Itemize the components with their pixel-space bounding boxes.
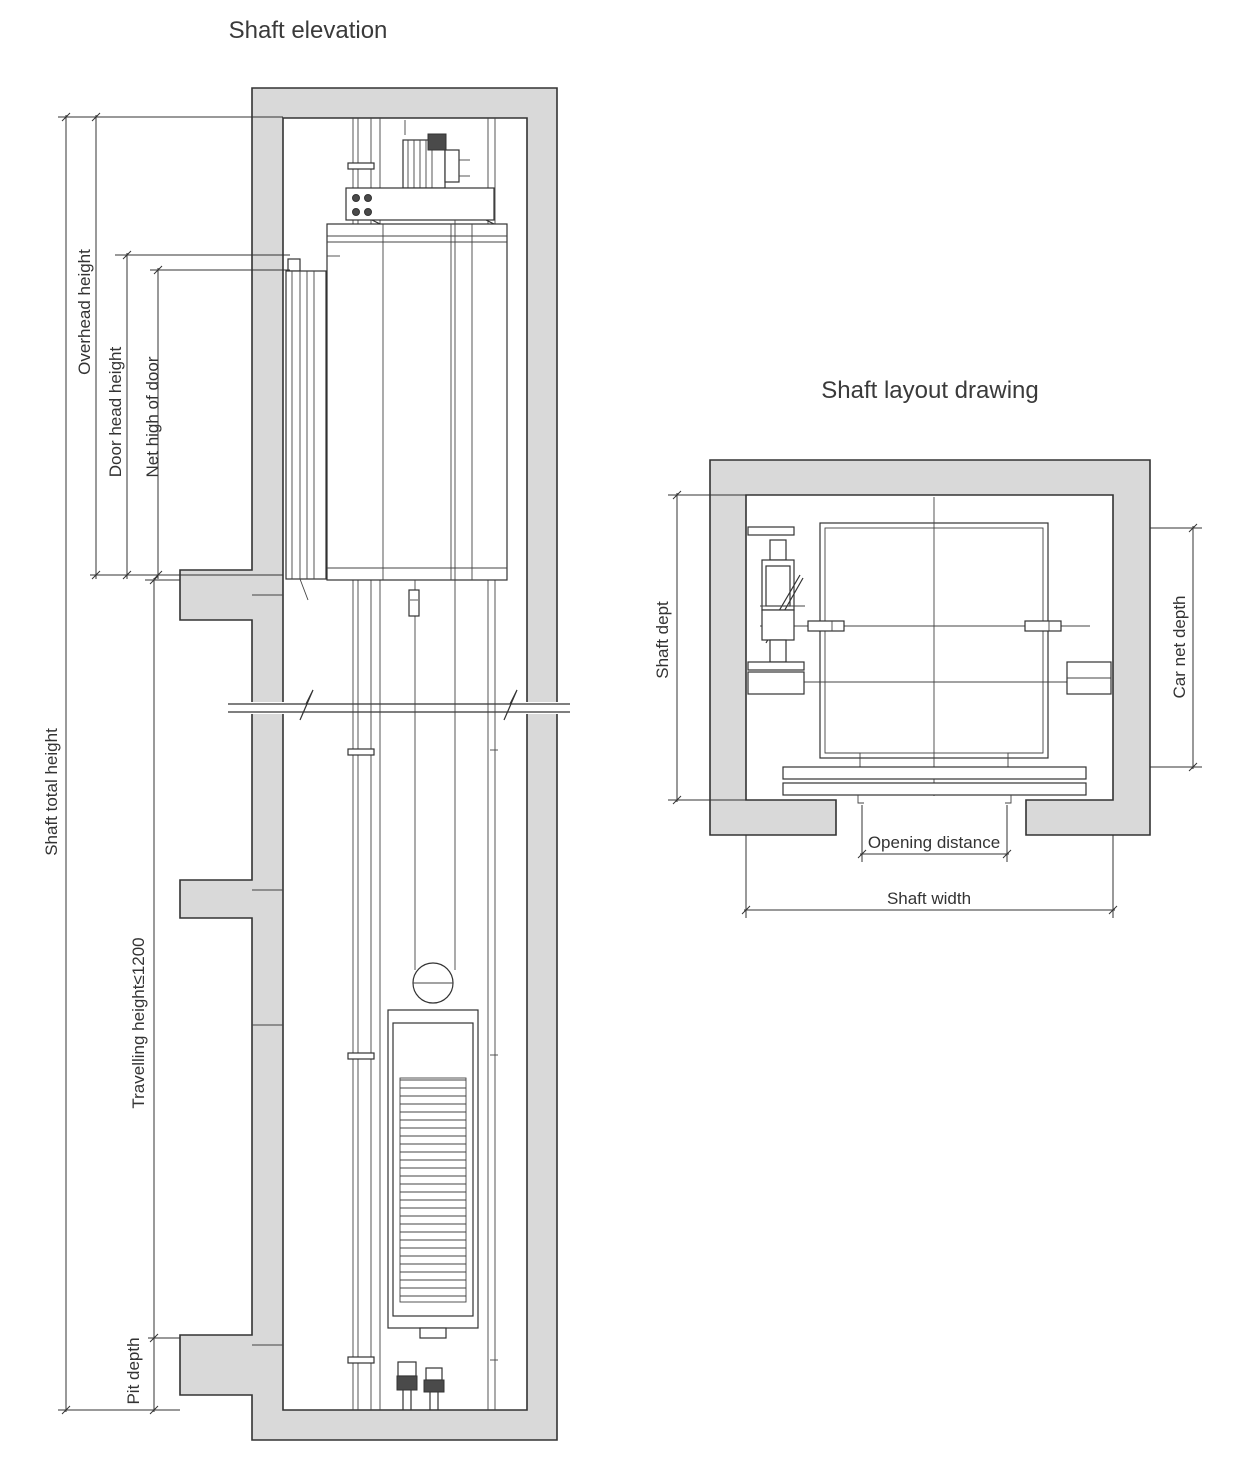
pit-depth-label: Pit depth (124, 1337, 143, 1405)
traction-machine (403, 120, 470, 188)
pit-buffers (397, 1362, 444, 1410)
shaft-dept-label: Shaft dept (653, 601, 672, 679)
car-net-depth-label: Car net depth (1170, 595, 1189, 699)
landing-door-sill (783, 783, 1086, 795)
shaft-elevation (42, 17, 570, 1440)
elevator-car (327, 224, 507, 580)
landing-door (286, 259, 326, 600)
overhead-height-label: Overhead height (75, 249, 94, 375)
door-head-height-label: Door head height (106, 346, 125, 478)
elevation-title: Shaft elevation (228, 17, 388, 44)
shaft-width-label: Shaft width (886, 889, 972, 908)
counterweight (388, 1010, 478, 1338)
car-door-sill (783, 767, 1086, 779)
layout-title: Shaft layout drawing (821, 377, 1039, 404)
opening-distance-label: Opening distance (867, 833, 1001, 852)
layout-car (760, 497, 1090, 796)
shaft-layout (653, 377, 1202, 918)
travelling-height-label: Travelling height≤1200 (129, 937, 148, 1109)
net-high-of-door-label: Net high of door (143, 356, 162, 478)
shaft-total-height-label: Shaft total height (42, 728, 61, 856)
